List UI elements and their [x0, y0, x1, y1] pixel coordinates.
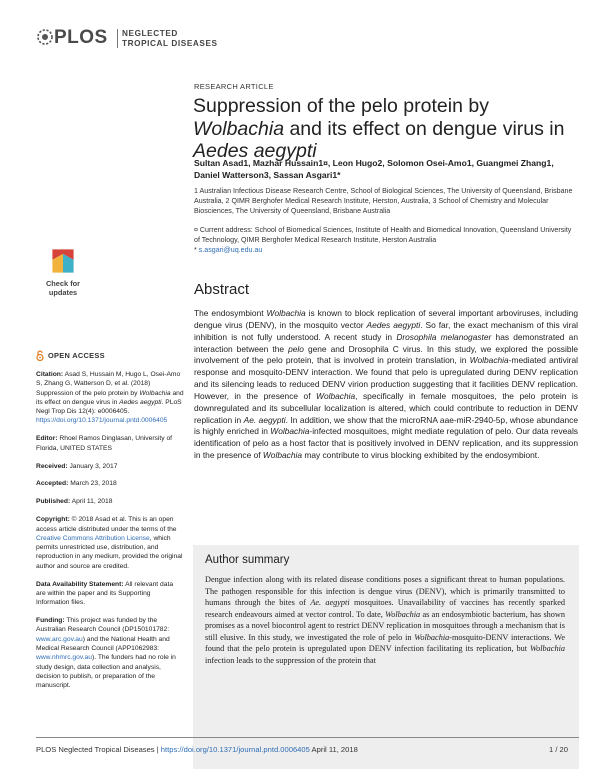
journal-name-line2: TROPICAL DISEASES — [122, 38, 218, 48]
open-lock-icon — [36, 350, 44, 361]
summary-segment: Dengue infection along with its related disease conditions poses a significant threat to human populations. The pathogen responsible for this infection is dengue virus (DENV), which is primarily transmitted to humans through the bites of — [205, 575, 565, 608]
funding-label: Funding: — [36, 617, 65, 625]
article-info-sidebar — [36, 350, 184, 699]
footer-date: April 11, 2018 — [309, 745, 358, 754]
citation-text: . PLoS Negl Trop Dis 12(4): e0006405. — [36, 398, 182, 416]
funding-text: ) and the National Health and Medical Research Council (APP1062983: — [36, 635, 170, 652]
footer-journal-name: PLOS Neglected Tropical Diseases | — [36, 745, 161, 754]
funding-text: This project was funded by the Australian Research Council (DP150101782: — [36, 617, 170, 634]
journal-name-line1: NEGLECTED — [122, 29, 178, 38]
abstract-segment: is known to block replication of several important arboviruses, including dengue virus (DENV), in the mosquito vector — [194, 308, 578, 330]
copyright-text: , which permits unrestricted use, distribution, and reproduction in any medium, provided the original author and source are credited. — [36, 534, 183, 570]
abstract-italic: Wolbachia — [316, 390, 356, 401]
author-summary-box — [193, 545, 579, 769]
title-text: and its effect on dengue virus in — [284, 117, 565, 140]
summary-italic: Ae. aegypti — [310, 598, 350, 608]
check-for-updates-button[interactable] — [38, 244, 88, 312]
funding-text: ). The funders had no role in study design, data collection and analysis, decision to publish, or preparation of the manuscript. — [36, 654, 176, 690]
summary-italic: Wolbachia — [414, 632, 450, 642]
author-list — [194, 157, 574, 181]
editor — [36, 434, 184, 453]
summary-italic: Wolbachia — [530, 644, 565, 654]
author-summary-text — [205, 574, 565, 666]
article-type: RESEARCH ARTICLE — [194, 82, 274, 91]
email-marker: * — [194, 245, 199, 254]
footer-doi-link[interactable]: https://doi.org/10.1371/journal.pntd.0006405 — [160, 745, 310, 754]
current-address-text: ¤ Current address: School of Biomedical Sciences, Institute of Health and Biomedical Innovation, Queensland University of Technology, QIMR Berghofer Medical Research Institute, Herston Australia — [194, 226, 572, 244]
article-title — [193, 95, 573, 163]
citation-text: Asad S, Hussain M, Hugo L, Osei-Amo S, Zhang G, Watterson D, et al. (2018) Suppression of the pelo protein by — [36, 371, 181, 397]
copyright-label: Copyright: — [36, 516, 70, 524]
accepted-text: March 23, 2018 — [68, 480, 117, 488]
authors-line2[interactable]: Daniel Watterson3, Sassan Asgari1* — [194, 170, 341, 180]
abstract-segment: has demonstrated an interaction between the — [194, 331, 578, 354]
corresponding-email — [194, 246, 578, 256]
arc-link[interactable]: www.arc.gov.au — [36, 635, 83, 643]
check-label-line2: updates — [48, 287, 78, 297]
current-address — [194, 226, 578, 255]
citation — [36, 370, 184, 426]
abstract-italic: Aedes aegypti — [366, 319, 421, 330]
accepted-label: Accepted: — [36, 480, 69, 488]
footer-citation — [36, 745, 358, 754]
abstract-italic: Wolbachia — [266, 308, 306, 318]
page-number: 1 / 20 — [549, 745, 568, 754]
citation-italic: Aedes aegypti — [119, 398, 162, 406]
abstract-segment: . In addition, we show that the microRNA aae-miR-2940-5p, whose abundance is highly enriched in — [194, 414, 578, 437]
received-text: January 3, 2017 — [67, 462, 118, 470]
nhmrc-link[interactable]: www.nhmrc.gov.au — [36, 654, 92, 662]
abstract-italic: Wolbachia — [469, 355, 509, 366]
abstract-segment: -mediated antiviral response and mosquito-DENV interaction. We found that pelo is upregulated during DENV replication and its silencing leads to reduced DENV virion production suggesting that it facilities DENV replication. However, in the presence of — [194, 355, 578, 401]
summary-italic: Wolbachia — [385, 609, 421, 619]
abstract-segment: gene and Drosophila C virus. In this study, we explored the possible involvement of the pelo protein, that is involved in protein translation, in — [194, 343, 578, 366]
title-italic: Aedes aegypti — [193, 140, 317, 162]
data-availability-label: Data Availability Statement: — [36, 580, 124, 588]
open-access-label: OPEN ACCESS — [48, 350, 105, 360]
abstract-italic: Ae. aegypti — [243, 414, 286, 425]
data-availability — [36, 580, 184, 608]
citation-italic: Wolbachia — [139, 389, 171, 397]
abstract-text — [194, 308, 578, 462]
received-date — [36, 462, 184, 471]
abstract-segment: The endosymbiont — [194, 308, 267, 318]
funding — [36, 616, 184, 690]
author-summary-heading: Author summary — [205, 554, 290, 566]
email-link[interactable]: s.asgari@uq.edu.au — [198, 245, 263, 254]
abstract-italic: Wolbachia — [270, 426, 310, 437]
title-italic: Wolbachia — [193, 117, 285, 140]
summary-segment: mosquitoes. Unavailability of vaccines has recently sparked research endeavours aimed at vector control. To date, — [205, 598, 566, 619]
abstract-italic: Drosophila melanogaster — [396, 331, 492, 342]
published-text: April 11, 2018 — [70, 498, 113, 506]
abstract-segment: may contribute to virus blocking exhibited by the endosymbiont. — [302, 450, 540, 461]
summary-segment: infection leads to the suppression of the protein that — [205, 655, 376, 665]
open-access-badge — [36, 350, 184, 361]
citation-text: and its effect on dengue virus in — [36, 389, 184, 406]
citation-doi-link[interactable]: https://doi.org/10.1371/journal.pntd.0006405 — [36, 417, 168, 425]
abstract-heading: Abstract — [194, 281, 250, 298]
editor-label: Editor: — [36, 435, 58, 443]
summary-segment: as an endosymbiotic bacterium, has shown promises as a novel biocontrol agent to restrict DENV replication in mosquitoes through a mechanism that is still elusive. In this study, we investigated the role of pelo in — [205, 609, 565, 642]
copyright-text: © 2018 Asad et al. This is an open access article distributed under the terms of the — [36, 516, 177, 533]
received-label: Received: — [36, 462, 68, 470]
published-label: Published: — [36, 498, 71, 506]
footer-divider — [36, 737, 579, 738]
data-availability-text: All relevant data are within the paper and its Supporting Information files. — [36, 580, 174, 607]
title-text: Suppression of the pelo protein by — [193, 95, 489, 117]
abstract-segment: -infected mosquitoes, might mediate regulation of pelo. Our data reveals identification of pelo as a host factor that is positively involved in DENV replication, and its suppression in the presence of — [194, 426, 578, 461]
authors-line1[interactable]: Sultan Asad1, Mazhar Hussain1¤, Leon Hugo2, Solomon Osei-Amo1, Guangmei Zhang1, — [194, 158, 554, 168]
journal-logo-text: PLOS — [54, 27, 108, 48]
abstract-segment: , specifically in female mosquitoes, the pelo protein is downregulated and its subcellular localization is altered, which could contribute to reduction in DENV replication in — [194, 390, 578, 425]
published-date — [36, 497, 184, 506]
editor-text: Rhoel Ramos Dinglasan, University of Florida, UNITED STATES — [36, 435, 173, 452]
citation-label: Citation: — [36, 371, 64, 378]
summary-segment: -mosquito-DENV interactions. We found that the pelo protein is upregulated upon DENV infection facilitating its replication, but — [205, 632, 565, 654]
check-for-updates-label — [38, 280, 88, 297]
plos-logo-icon — [36, 26, 54, 48]
check-label-line1: Check for — [45, 279, 81, 288]
abstract-segment: . So far, the exact mechanism of this viral inhibition is not fully understood. A recent study in — [194, 319, 578, 342]
copyright — [36, 515, 184, 571]
affiliations: 1 Australian Infectious Disease Research Centre, School of Biological Sciences, The University of Queensland, Brisbane Australia, 2 QIMR Berghofer Medical Research Institute, Herston, Australia, 3 School of Chemistry and Molecular Biosciences, The University of Queensland, Brisbane Australia — [194, 187, 573, 215]
journal-name — [122, 29, 218, 48]
abstract-italic: Wolbachia — [262, 450, 303, 461]
accepted-date — [36, 479, 184, 488]
abstract-italic: pelo — [288, 343, 304, 354]
logo-divider — [117, 29, 118, 48]
license-link[interactable]: Creative Commons Attribution License — [36, 534, 150, 542]
crossmark-icon — [48, 246, 78, 276]
